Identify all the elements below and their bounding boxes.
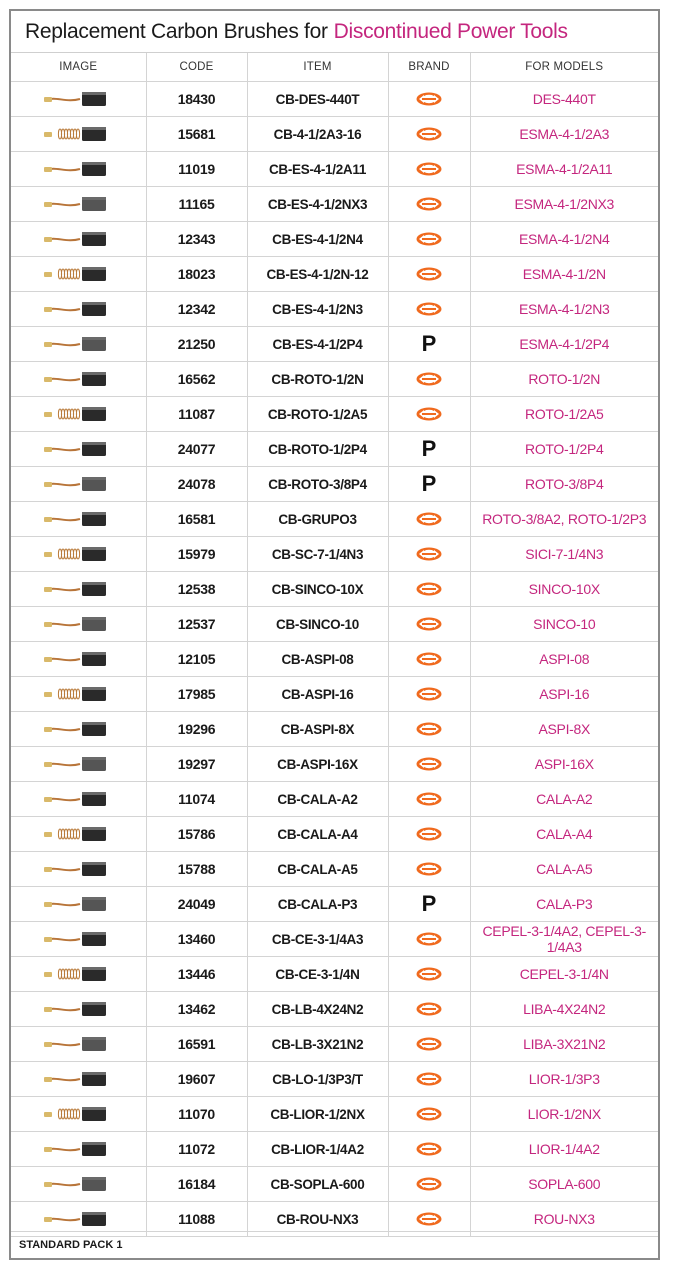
models-cell: LIOR-1/2NX xyxy=(470,1097,658,1132)
bosch-logo-icon xyxy=(415,161,443,177)
image-cell xyxy=(11,1167,146,1202)
bosch-logo-icon xyxy=(415,581,443,597)
brand-cell xyxy=(388,712,470,747)
brand-cell xyxy=(388,397,470,432)
table-row xyxy=(11,607,658,642)
models-cell: ESMA-4-1/2A3 xyxy=(470,117,658,152)
item-cell: CB-ES-4-1/2N3 xyxy=(247,292,388,327)
brand-cell xyxy=(388,607,470,642)
brand-cell xyxy=(388,782,470,817)
models-cell: SINCO-10 xyxy=(470,607,658,642)
image-cell xyxy=(11,292,146,327)
item-cell: CB-ES-4-1/2A11 xyxy=(247,152,388,187)
item-cell: CB-ROTO-1/2N xyxy=(247,362,388,397)
table-row xyxy=(11,292,658,327)
table-row xyxy=(11,747,658,782)
code-cell: 17985 xyxy=(146,677,247,712)
bosch-logo-icon xyxy=(415,1141,443,1157)
column-header-image: IMAGE xyxy=(11,53,146,82)
code-cell: 15979 xyxy=(146,537,247,572)
table-row xyxy=(11,1062,658,1097)
models-cell: ROTO-1/2P4 xyxy=(470,432,658,467)
image-cell xyxy=(11,782,146,817)
bosch-logo-icon xyxy=(415,91,443,107)
code-cell: 15786 xyxy=(146,817,247,852)
brand-cell xyxy=(388,887,470,922)
carbon-brush-image xyxy=(42,87,114,111)
p-brand-icon: P xyxy=(421,470,437,496)
models-cell: ROTO-3/8P4 xyxy=(470,467,658,502)
item-cell: CB-LO-1/3P3/T xyxy=(247,1062,388,1097)
image-cell xyxy=(11,887,146,922)
image-cell xyxy=(11,747,146,782)
catalog-frame xyxy=(9,9,660,1260)
models-cell: ROU-NX3 xyxy=(470,1202,658,1237)
column-header-models: FOR MODELS xyxy=(470,53,658,82)
table-row xyxy=(11,887,658,922)
bosch-logo-icon xyxy=(415,826,443,842)
item-cell: CB-DES-440T xyxy=(247,82,388,117)
carbon-brush-image xyxy=(42,1032,114,1056)
table-row xyxy=(11,467,658,502)
item-cell: CB-CALA-A2 xyxy=(247,782,388,817)
image-cell xyxy=(11,922,146,957)
carbon-brush-image xyxy=(42,682,114,706)
bosch-logo-icon xyxy=(415,266,443,282)
brand-cell xyxy=(388,1097,470,1132)
carbon-brush-image xyxy=(42,402,114,426)
page-title xyxy=(11,11,658,53)
table-row xyxy=(11,187,658,222)
models-cell: CALA-A4 xyxy=(470,817,658,852)
carbon-brush-image xyxy=(42,227,114,251)
carbon-brush-image xyxy=(42,122,114,146)
models-cell: LIOR-1/3P3 xyxy=(470,1062,658,1097)
table-row xyxy=(11,537,658,572)
bosch-logo-icon xyxy=(415,686,443,702)
item-cell: CB-LB-3X21N2 xyxy=(247,1027,388,1062)
item-cell: CB-ROTO-3/8P4 xyxy=(247,467,388,502)
table-row xyxy=(11,642,658,677)
table-row xyxy=(11,817,658,852)
table-row xyxy=(11,1132,658,1167)
models-cell: SOPLA-600 xyxy=(470,1167,658,1202)
brand-cell xyxy=(388,1062,470,1097)
carbon-brush-image xyxy=(42,717,114,741)
carbon-brush-image xyxy=(42,1067,114,1091)
code-cell: 24049 xyxy=(146,887,247,922)
models-cell: ROTO-1/2N xyxy=(470,362,658,397)
code-cell: 15681 xyxy=(146,117,247,152)
models-cell: ROTO-1/2A5 xyxy=(470,397,658,432)
models-cell: LIBA-4X24N2 xyxy=(470,992,658,1027)
carbon-brush-image xyxy=(42,297,114,321)
carbon-brush-image xyxy=(42,1207,114,1231)
item-cell: CB-SC-7-1/4N3 xyxy=(247,537,388,572)
models-cell: LIBA-3X21N2 xyxy=(470,1027,658,1062)
code-cell: 11087 xyxy=(146,397,247,432)
code-cell: 24077 xyxy=(146,432,247,467)
carbon-brush-image xyxy=(42,157,114,181)
brand-cell xyxy=(388,152,470,187)
carbon-brush-image xyxy=(42,507,114,531)
brand-cell xyxy=(388,117,470,152)
bosch-logo-icon xyxy=(415,861,443,877)
code-cell: 16184 xyxy=(146,1167,247,1202)
models-cell: ESMA-4-1/2N3 xyxy=(470,292,658,327)
carbon-brush-image xyxy=(42,822,114,846)
carbon-brush-image xyxy=(42,962,114,986)
brand-cell xyxy=(388,1132,470,1167)
item-cell: CB-CE-3-1/4N xyxy=(247,957,388,992)
image-cell xyxy=(11,362,146,397)
models-cell: CEPEL-3-1/4A2, CEPEL-3-1/4A3 xyxy=(470,922,658,957)
models-cell: ASPI-8X xyxy=(470,712,658,747)
brand-cell xyxy=(388,432,470,467)
table-row xyxy=(11,397,658,432)
item-cell: CB-SINCO-10X xyxy=(247,572,388,607)
brand-cell xyxy=(388,572,470,607)
carbon-brush-image xyxy=(42,577,114,601)
image-cell xyxy=(11,992,146,1027)
code-cell: 16562 xyxy=(146,362,247,397)
carbon-brush-image xyxy=(42,647,114,671)
brand-cell xyxy=(388,817,470,852)
item-cell: CB-CALA-A5 xyxy=(247,852,388,887)
image-cell xyxy=(11,187,146,222)
brand-cell xyxy=(388,642,470,677)
image-cell xyxy=(11,817,146,852)
image-cell xyxy=(11,852,146,887)
image-cell xyxy=(11,432,146,467)
code-cell: 12342 xyxy=(146,292,247,327)
code-cell: 11070 xyxy=(146,1097,247,1132)
table-row xyxy=(11,502,658,537)
item-cell: CB-CE-3-1/4A3 xyxy=(247,922,388,957)
p-brand-icon: P xyxy=(421,890,437,916)
image-cell xyxy=(11,1097,146,1132)
brand-cell xyxy=(388,292,470,327)
bosch-logo-icon xyxy=(415,721,443,737)
carbon-brush-image xyxy=(42,1172,114,1196)
image-cell xyxy=(11,957,146,992)
bosch-logo-icon xyxy=(415,791,443,807)
bosch-logo-icon xyxy=(415,301,443,317)
carbon-brush-image xyxy=(42,997,114,1021)
image-cell xyxy=(11,1027,146,1062)
code-cell: 12343 xyxy=(146,222,247,257)
table-row xyxy=(11,117,658,152)
models-cell: CALA-A5 xyxy=(470,852,658,887)
image-cell xyxy=(11,1062,146,1097)
bosch-logo-icon xyxy=(415,406,443,422)
bosch-logo-icon xyxy=(415,931,443,947)
bosch-logo-icon xyxy=(415,196,443,212)
brand-cell xyxy=(388,747,470,782)
image-cell xyxy=(11,537,146,572)
image-cell xyxy=(11,712,146,747)
item-cell: CB-CALA-P3 xyxy=(247,887,388,922)
bosch-logo-icon xyxy=(415,371,443,387)
brand-cell xyxy=(388,187,470,222)
item-cell: CB-ES-4-1/2N-12 xyxy=(247,257,388,292)
table-row xyxy=(11,677,658,712)
column-header-code: CODE xyxy=(146,53,247,82)
table-row xyxy=(11,957,658,992)
bosch-logo-icon xyxy=(415,546,443,562)
table-row xyxy=(11,82,658,117)
carbon-brush-image xyxy=(42,367,114,391)
brand-cell xyxy=(388,502,470,537)
code-cell: 12538 xyxy=(146,572,247,607)
bosch-logo-icon xyxy=(415,126,443,142)
carbon-brush-image xyxy=(42,927,114,951)
code-cell: 18430 xyxy=(146,82,247,117)
item-cell: CB-ROU-NX3 xyxy=(247,1202,388,1237)
image-cell xyxy=(11,572,146,607)
item-cell: CB-LIOR-1/4A2 xyxy=(247,1132,388,1167)
models-cell: DES-440T xyxy=(470,82,658,117)
table-header-row xyxy=(11,53,658,82)
item-cell: CB-ES-4-1/2P4 xyxy=(247,327,388,362)
table-row xyxy=(11,1167,658,1202)
code-cell: 19297 xyxy=(146,747,247,782)
code-cell: 13460 xyxy=(146,922,247,957)
models-cell: ASPI-16X xyxy=(470,747,658,782)
models-cell: CALA-A2 xyxy=(470,782,658,817)
code-cell: 21250 xyxy=(146,327,247,362)
brand-cell xyxy=(388,957,470,992)
item-cell: CB-ASPI-16 xyxy=(247,677,388,712)
carbon-brush-image xyxy=(42,332,114,356)
image-cell xyxy=(11,397,146,432)
item-cell: CB-ROTO-1/2P4 xyxy=(247,432,388,467)
item-cell: CB-SINCO-10 xyxy=(247,607,388,642)
table-row xyxy=(11,922,658,957)
image-cell xyxy=(11,82,146,117)
code-cell: 19296 xyxy=(146,712,247,747)
image-cell xyxy=(11,1132,146,1167)
bosch-logo-icon xyxy=(415,1071,443,1087)
table-row xyxy=(11,362,658,397)
bosch-logo-icon xyxy=(415,1036,443,1052)
models-cell: SINCO-10X xyxy=(470,572,658,607)
code-cell: 15788 xyxy=(146,852,247,887)
carbon-brush-image xyxy=(42,857,114,881)
image-cell xyxy=(11,502,146,537)
image-cell xyxy=(11,677,146,712)
image-cell xyxy=(11,257,146,292)
image-cell xyxy=(11,642,146,677)
brand-cell xyxy=(388,467,470,502)
brand-cell xyxy=(388,852,470,887)
item-cell: CB-LB-4X24N2 xyxy=(247,992,388,1027)
image-cell xyxy=(11,467,146,502)
bosch-logo-icon xyxy=(415,1106,443,1122)
models-cell: SICI-7-1/4N3 xyxy=(470,537,658,572)
item-cell: CB-LIOR-1/2NX xyxy=(247,1097,388,1132)
code-cell: 11072 xyxy=(146,1132,247,1167)
bosch-logo-icon xyxy=(415,651,443,667)
code-cell: 11019 xyxy=(146,152,247,187)
models-cell: ASPI-16 xyxy=(470,677,658,712)
carbon-brush-image xyxy=(42,437,114,461)
brand-cell xyxy=(388,257,470,292)
bosch-logo-icon xyxy=(415,1176,443,1192)
brand-cell xyxy=(388,222,470,257)
carbon-brush-image xyxy=(42,892,114,916)
code-cell: 19607 xyxy=(146,1062,247,1097)
table-row xyxy=(11,782,658,817)
item-cell: CB-ASPI-8X xyxy=(247,712,388,747)
table-row xyxy=(11,712,658,747)
bosch-logo-icon xyxy=(415,511,443,527)
code-cell: 13462 xyxy=(146,992,247,1027)
image-cell xyxy=(11,117,146,152)
models-cell: ASPI-08 xyxy=(470,642,658,677)
table-row xyxy=(11,1027,658,1062)
carbon-brush-image xyxy=(42,787,114,811)
image-cell xyxy=(11,152,146,187)
models-cell: ESMA-4-1/2P4 xyxy=(470,327,658,362)
column-header-item: ITEM xyxy=(247,53,388,82)
table-row xyxy=(11,327,658,362)
item-cell: CB-ROTO-1/2A5 xyxy=(247,397,388,432)
models-cell: CEPEL-3-1/4N xyxy=(470,957,658,992)
brand-cell xyxy=(388,327,470,362)
bosch-logo-icon xyxy=(415,616,443,632)
table-row xyxy=(11,257,658,292)
bosch-logo-icon xyxy=(415,1001,443,1017)
code-cell: 12105 xyxy=(146,642,247,677)
brush-table xyxy=(11,53,658,1237)
bosch-logo-icon xyxy=(415,756,443,772)
code-cell: 16581 xyxy=(146,502,247,537)
brand-cell xyxy=(388,992,470,1027)
item-cell: CB-CALA-A4 xyxy=(247,817,388,852)
brand-cell xyxy=(388,922,470,957)
code-cell: 24078 xyxy=(146,467,247,502)
code-cell: 11074 xyxy=(146,782,247,817)
item-cell: CB-GRUPO3 xyxy=(247,502,388,537)
models-cell: LIOR-1/4A2 xyxy=(470,1132,658,1167)
code-cell: 12537 xyxy=(146,607,247,642)
carbon-brush-image xyxy=(42,472,114,496)
carbon-brush-image xyxy=(42,1102,114,1126)
brand-cell xyxy=(388,1027,470,1062)
item-cell: CB-4-1/2A3-16 xyxy=(247,117,388,152)
code-cell: 13446 xyxy=(146,957,247,992)
carbon-brush-image xyxy=(42,1137,114,1161)
carbon-brush-image xyxy=(42,542,114,566)
standard-pack-note: STANDARD PACK 1 xyxy=(11,1231,658,1258)
brand-cell xyxy=(388,82,470,117)
item-cell: CB-SOPLA-600 xyxy=(247,1167,388,1202)
bosch-logo-icon xyxy=(415,966,443,982)
p-brand-icon: P xyxy=(421,330,437,356)
models-cell: CALA-P3 xyxy=(470,887,658,922)
code-cell: 16591 xyxy=(146,1027,247,1062)
table-row xyxy=(11,992,658,1027)
table-row xyxy=(11,1097,658,1132)
column-header-brand: BRAND xyxy=(388,53,470,82)
carbon-brush-image xyxy=(42,192,114,216)
models-cell: ESMA-4-1/2NX3 xyxy=(470,187,658,222)
bosch-logo-icon xyxy=(415,1211,443,1227)
brand-cell xyxy=(388,362,470,397)
models-cell: ESMA-4-1/2N xyxy=(470,257,658,292)
p-brand-icon: P xyxy=(421,435,437,461)
table-row xyxy=(11,222,658,257)
models-cell: ESMA-4-1/2N4 xyxy=(470,222,658,257)
brand-cell xyxy=(388,677,470,712)
brand-cell xyxy=(388,537,470,572)
brand-cell xyxy=(388,1167,470,1202)
bosch-logo-icon xyxy=(415,231,443,247)
carbon-brush-image xyxy=(42,612,114,636)
image-cell xyxy=(11,222,146,257)
image-cell xyxy=(11,607,146,642)
carbon-brush-image xyxy=(42,752,114,776)
title-main: Replacement Carbon Brushes for xyxy=(25,19,328,43)
item-cell: CB-ASPI-08 xyxy=(247,642,388,677)
table-row xyxy=(11,432,658,467)
models-cell: ROTO-3/8A2, ROTO-1/2P3 xyxy=(470,502,658,537)
code-cell: 11165 xyxy=(146,187,247,222)
carbon-brush-image xyxy=(42,262,114,286)
item-cell: CB-ES-4-1/2N4 xyxy=(247,222,388,257)
title-accent: Discontinued Power Tools xyxy=(333,19,568,43)
models-cell: ESMA-4-1/2A11 xyxy=(470,152,658,187)
table-row xyxy=(11,572,658,607)
code-cell: 18023 xyxy=(146,257,247,292)
table-row xyxy=(11,852,658,887)
code-cell: 11088 xyxy=(146,1202,247,1237)
item-cell: CB-ES-4-1/2NX3 xyxy=(247,187,388,222)
table-row xyxy=(11,152,658,187)
item-cell: CB-ASPI-16X xyxy=(247,747,388,782)
image-cell xyxy=(11,327,146,362)
